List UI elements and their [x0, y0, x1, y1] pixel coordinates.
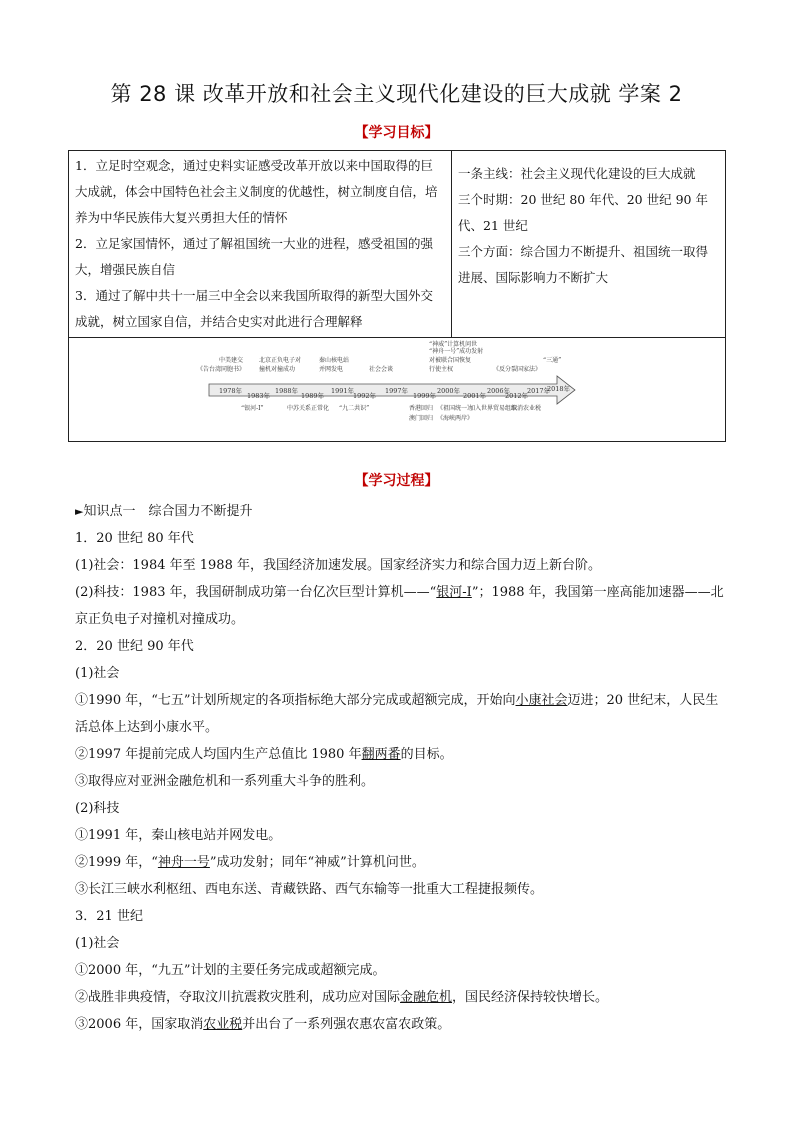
page-title: 第 28 课 改革开放和社会主义现代化建设的巨大成就 学案 2	[110, 82, 683, 106]
paragraph: ①1990 年，“七五”计划所规定的各项指标绝大部分完成或超额完成，开始向小康社会迈进；20 世纪末，人民生活总体上达到小康水平。	[75, 693, 719, 735]
timeline-year-label: 2018年	[547, 385, 571, 393]
timeline-event-label: 中美建交	[219, 357, 244, 364]
summary-item: 一条主线：社会主义现代化建设的巨大成就	[458, 166, 696, 181]
timeline-year-label: 2017年	[527, 387, 551, 395]
timeline-year-label: 1991年	[331, 387, 355, 395]
timeline-year-label: 2012年	[505, 392, 529, 400]
underlined-term: 银河-Ⅰ	[436, 585, 472, 600]
timeline-event-label: 《海峡两岸》	[437, 415, 474, 422]
section-21c-heading: 3．21 世纪	[75, 909, 143, 924]
subheading: (1)社会	[75, 936, 120, 951]
timeline-cell	[69, 338, 726, 442]
goals-list	[69, 151, 452, 338]
timeline-year-label: 1988年	[275, 387, 299, 395]
timeline-event-label: 《告台湾同胞书》	[197, 366, 246, 373]
timeline-event-label: “银河-Ⅰ”	[241, 405, 264, 412]
knowledge-point-label: 知识点一 综合国力不断提升	[83, 504, 253, 519]
section-90s-heading: 2．20 世纪 90 年代	[75, 639, 194, 654]
paragraph: (2)科技：1983 年，我国研制成功第一台亿次巨型计算机——“银河-Ⅰ”；1988 年，我国第一座高能加速器——北京正负电子对撞机对撞成功。	[75, 585, 724, 627]
timeline-event-label: “三通”	[543, 357, 562, 364]
timeline-event-label: “神舟一号”成功发射	[429, 348, 484, 355]
section-80s-heading: 1．20 世纪 80 年代	[75, 531, 194, 546]
underlined-term: 农业税	[203, 1017, 243, 1032]
timeline-year-label: 1983年	[247, 392, 271, 400]
paragraph: ①2000 年，“九五”计划的主要任务完成或超额完成。	[75, 963, 386, 978]
timeline-event-label: 社会会谈	[369, 366, 394, 373]
subheading: (1)社会	[75, 666, 120, 681]
underlined-term: 金融危机	[400, 990, 453, 1005]
triangle-marker-icon: ►	[75, 505, 84, 518]
goals-summary	[452, 151, 726, 338]
underlined-term: 神舟一号	[157, 855, 210, 870]
paragraph: (1)社会：1984 年至 1988 年，我国经济加速发展。国家经济实力和综合国力迈上新台阶。	[75, 558, 601, 573]
timeline-year-label: 1992年	[353, 392, 377, 400]
paragraph: ③长江三峡水利枢纽、西电东送、青藏铁路、西气东输等一批重大工程捷报频传。	[75, 882, 544, 897]
timeline-event-label: 对被联合国恢复	[429, 357, 472, 364]
timeline-event-label: 撞机对撞成功	[259, 366, 296, 373]
timeline-year-label: 1989年	[301, 392, 325, 400]
timeline-year-label: 2006年	[487, 387, 511, 395]
goal-item: 3．通过了解中共十一届三中全会以来我国所取得的新型大国外交成就，树立国家自信，并结合史实对此进行合理解释	[75, 288, 433, 329]
timeline-year-label: 1997年	[385, 387, 409, 395]
goal-item: 1．立足时空观念，通过史料实证感受改革开放以来中国取得的巨大成就，体会中国特色社会主义制度的优越性，树立制度自信，培养为中华民族伟大复兴勇担大任的情怀	[75, 158, 438, 225]
paragraph: ③取得应对亚洲金融危机和一系列重大斗争的胜利。	[75, 774, 375, 789]
timeline-event-label: 行使主权	[429, 366, 454, 373]
timeline-event-label: 北京正负电子对	[259, 357, 302, 364]
paragraph: ①1991 年，秦山核电站并网发电。	[75, 828, 282, 843]
summary-item: 三个时期：20 世纪 80 年代、20 世纪 90 年代、21 世纪	[458, 192, 708, 233]
timeline-year-label: 2000年	[437, 387, 461, 395]
timeline-event-label: 并网发电	[319, 366, 344, 373]
timeline-event-label: 《祖国统一》	[437, 405, 474, 412]
goals-heading: 【学习目标】	[354, 125, 439, 141]
underlined-term: 小康社会	[515, 693, 568, 708]
knowledge-point-1	[75, 498, 725, 525]
timeline-event-label: 澳门回归	[409, 415, 434, 422]
summary-item: 三个方面：综合国力不断提升、祖国统一取得进展、国际影响力不断扩大	[458, 244, 709, 285]
timeline-event-label: “九二共识”	[339, 405, 370, 412]
timeline-year-label: 1999年	[413, 392, 437, 400]
goals-table	[68, 150, 726, 442]
timeline-event-label: 香港回归	[409, 405, 434, 412]
timeline-event-label: 中苏关系正常化	[287, 405, 330, 412]
timeline-event-label: 《反分裂国家法》	[493, 366, 542, 373]
timeline-year-label: 2001年	[463, 392, 487, 400]
paragraph: ③2006 年，国家取消农业税并出台了一系列强农惠农富农政策。	[75, 1017, 451, 1032]
subheading: (2)科技	[75, 801, 120, 816]
process-heading: 【学习过程】	[354, 473, 439, 489]
timeline-diagram	[69, 338, 725, 432]
paragraph: ②1999 年，“神舟一号”成功发射；同年“神威”计算机问世。	[75, 855, 425, 870]
goal-item: 2．立足家国情怀，通过了解祖国统一大业的进程，感受祖国的强大，增强民族自信	[75, 236, 433, 277]
timeline-event-label: 取消农业税	[511, 405, 542, 412]
paragraph: ②战胜非典疫情，夺取汶川抗震救灾胜利，成功应对国际金融危机，国民经济保持较快增长。	[75, 990, 609, 1005]
timeline-event-label: 加入世界贸易组织	[469, 405, 518, 412]
paragraph: ②1997 年提前完成人均国内生产总值比 1980 年翻两番的目标。	[75, 747, 453, 762]
timeline-year-label: 1978年	[219, 387, 243, 395]
timeline-event-label: “神威”计算机问世	[429, 341, 478, 348]
underlined-term: 翻两番	[361, 747, 401, 762]
timeline-event-label: 秦山核电站	[319, 357, 350, 364]
process-body	[75, 498, 725, 1038]
